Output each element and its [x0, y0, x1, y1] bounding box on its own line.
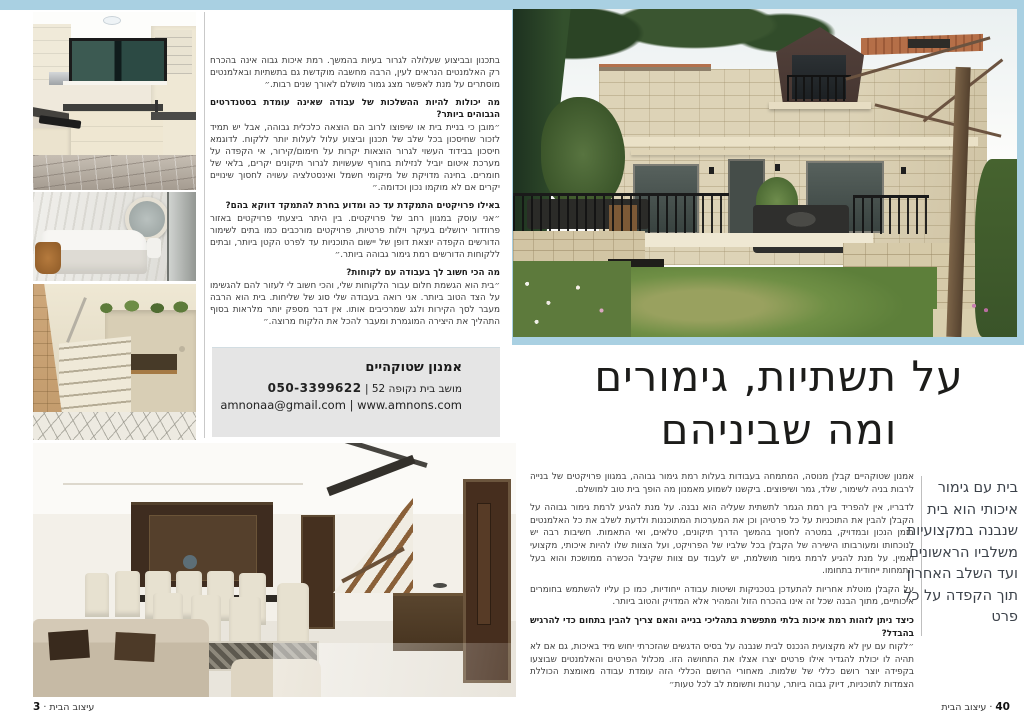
- living-room-photo: [33, 443, 516, 697]
- cushion: [48, 630, 90, 661]
- flower-bed: [513, 261, 631, 337]
- right-page-footer: [941, 701, 1010, 713]
- decor-plate: [183, 555, 197, 569]
- outdoor-steps: [59, 336, 131, 420]
- left-page-footer: [33, 701, 94, 713]
- contractor-name: אמנון שטוקהיים: [365, 360, 462, 375]
- kitchen-lower-cabinets: [69, 111, 163, 157]
- kitchen-sink-counter: [151, 112, 196, 120]
- kitchen-photo: [33, 12, 196, 190]
- kitchen-window: [69, 38, 167, 84]
- door-panel: [477, 503, 491, 625]
- cushion: [114, 632, 155, 662]
- stair-beam: [326, 455, 415, 496]
- glass-shower: [167, 192, 196, 281]
- phone-number: 050-3399622: [267, 381, 362, 395]
- stairs-photo: [33, 284, 196, 440]
- body-paragraph-3: על הקבלן מוטלת אחריות להתעדכן בטכניקות ושיטות עבודה ייחודיות, כמו כן עליו להשתמש בחומרים איכותיים, מתוך הבנה שכל זה אינו בהכרח הזול והמהיר אלא המדויק והטוב ביותר.: [530, 584, 914, 608]
- magazine-name: עיצוב הבית: [941, 702, 987, 713]
- window-ledge: [631, 150, 965, 155]
- magazine-name: עיצוב הבית: [49, 702, 95, 713]
- patio-floor: [643, 233, 873, 247]
- address-phone-line: [212, 375, 500, 395]
- house-exterior-photo: [513, 9, 1017, 337]
- answer-3: ״בית הוא הגשמת חלום עבור הלקוחות שלי, והכי חשוב לי לעזור להם להגשימו על הצד הטוב ביותר. אני רואה בעבודה שלי סוג של שליחות. בית הוא הרבה מעבר לסך הקירות ולגג שמרכיבים אותו. אין דבר מספק יותר מלראות בסוף התהליך את היצירה המוגמרת ומעבר להכל את הלקוח מרוצה.״: [210, 281, 500, 327]
- contact-box: [212, 347, 500, 437]
- interview-column: [210, 55, 500, 347]
- cornice: [63, 483, 303, 485]
- body-paragraph-1: אמנון שטוקהיים קבלן מנוסה, המתמחה בעבודות בעלות רמת גימור גבוהה, במגוון פרויקטים של בנייה לרבות בניה לשימור, שלד, גמר ושיפוצים. ביקשנו לשמוע מאמנון מה הופך בית טוב למושלם.: [530, 472, 914, 495]
- window-sill: [63, 81, 167, 85]
- column-divider-line: [204, 12, 205, 438]
- pink-flowers: [965, 297, 995, 319]
- terrace-railing-left: [513, 193, 729, 236]
- faucet: [155, 100, 158, 112]
- dining-chair: [115, 571, 140, 617]
- question-2: באילו פרויקטים התמקדת עד כה ומדוע בחרת להתמקד דווקא בהם?: [225, 201, 500, 211]
- body-answer: ״לקוח עם עין לא מקצועית הנכנס לבית שנבנה על בסיס הדגשים שהזכרתי יחוש מיד באיכות, גם אם לא תהיה לו יכולת להגדיר אילו פרטים יצרו אצלו את התחושה הזו. מכלול הפרטים והאלמנטים שבוצעו בקפידה יוצר רושם כללי של שלמות. מאחורי הרושם הכללי הזה עומדת עבודה מאומצת הכוללת הצמדות לתוכניות, דיוק גבוה ביותר, ערנות ותשומת לב לכל טעות״: [530, 642, 914, 690]
- address: מושב בית נקופה 52: [371, 383, 462, 395]
- tile-floor: [33, 155, 196, 190]
- stone-band: [608, 137, 978, 146]
- wall-fixture: [179, 346, 185, 352]
- wall-lamp: [901, 167, 906, 174]
- question-3: מה הכי חשוב לך בעבודה עם לקוחות?: [346, 268, 500, 278]
- terrace-railing-right: [853, 195, 929, 234]
- toilet: [147, 238, 161, 258]
- kitchen-countertop: [63, 104, 163, 111]
- pull-quote: בית עם גימור איכותי הוא בית שנבנה במקצועיות משלביו הראשונים ועד השלב האחרון תוך הקפדה על כל פרט: [903, 480, 1018, 625]
- ceiling-vent: [334, 443, 427, 468]
- footer-separator: ·: [43, 702, 47, 713]
- roof-window: [908, 39, 950, 48]
- dining-chair: [277, 583, 309, 649]
- wall-lamp: [775, 164, 780, 171]
- separator: |: [364, 383, 369, 395]
- answer-1: ״מובן כי בניית בית או שיפוצו לרוב הם הוצאה כלכלית גבוהה, אבל יש תמיד לזכור שחיסכון בכל שלב של תכנון וביצוע עלול לעלות יותר ללקוח. לדוגמא חיסכון בבידוד העשוי לגרור הוצאות יקרות על חימום/קירור, אי הקפדה על מערכת איטום יוביל לנזילות בחורף שעשויות לגרור תיקונים יקרים, בלאי של חומרים. בחינה מדויקת של מיקומי חשמל ואינסטלציה עשויה לחסוך שינויים יקרים אם לא מוקמו נכון וכדומה.״: [210, 123, 500, 193]
- body-question: כיצד ניתן לזהות רמת איכות בלתי מתפשרת בתהליכי בנייה והאם צריך להבין בתחום כדי להרגיש בהבדל?: [530, 615, 914, 639]
- wall-lamp: [709, 167, 714, 174]
- balcony-railing: [787, 75, 851, 101]
- bowl-decor: [433, 583, 447, 588]
- headline-line-1: על תשתיות, גימורים: [594, 352, 964, 401]
- answer-2: ״אני עוסק במגוון רחב של פרויקטים. בין היתר ביצעתי פרויקטים באזור פרוזדור ירושלים בעיקר וילות פרטיות, פרויקטים מורכבים כמו בתים לשימור הדורשים הקפדה יוצאת דופן של יישום התוכניות עד לפרט הקטן ביותר, ובתים ללקוחות הדורשים רמת גימור גבוהה ביותר.״: [210, 214, 500, 260]
- article-headline: [540, 350, 1018, 456]
- page-number: 3: [33, 701, 41, 713]
- intro-paragraph: בתכנון ובביצוע שעלולה לגרור בעיות בהמשך. רמת איכות גבוה אינה בהכרח רק האלמנטים הנראים לעין, הרבה מחשבה מוקדשת גם בתשתיות ובאלמנטים מוסתרים על מנת לאפשר מצג גמור מושלם לאורך שנים רבות.״: [210, 56, 500, 90]
- wicker-basket: [35, 242, 61, 274]
- headline-line-2: ומה שביניהם: [660, 405, 898, 454]
- article-body-column: [530, 471, 914, 698]
- page-number: 40: [995, 701, 1010, 713]
- question-1: מה יכולות להיות ההשלכות של עבודה שאינה עומדת בסטנדרטים הגבוהים ביותר?: [210, 98, 500, 120]
- bathroom-photo: [33, 192, 196, 281]
- email-website-line: amnonaa@gmail.com | www.amnons.com: [220, 398, 462, 412]
- dining-chair: [85, 573, 109, 617]
- body-paragraph-2: לדבריו, אין להפריד בין רמת הגמר לתשתית שעליה הוא נבנה. על מנת להגיע לרמת גימור גבוהה על הקבלן להבין את התוכניות על כל פרטיהן וכן את המערכות המתוכננות ולדעת לשלב את כל האלמנטים בזמן הנכון ובמדויק, במטרה לחסוך בהמשך הדרך תיקונים, טלאים, ואי התאמות. חשיבות רבה יש לנוכחותו ומעורבותו הישירה של הקבלן בכל שלביו של הפרויקט, ועל הצוות שלו להיות איכותי, מקצועי ואמין. על מנת להגיע לרמת גימור מושלמת, יש לעבוד עם צוות שקיבל הכשרה ממושכת והוא בעל התמחות ייחודית בתחומו.: [530, 503, 914, 577]
- left-roofline: [599, 64, 711, 71]
- balcony-slab: [769, 102, 871, 109]
- ceiling-light: [103, 16, 121, 25]
- planting-strip: [91, 296, 193, 318]
- handrail: [66, 297, 87, 343]
- mosaic-floor: [33, 412, 196, 440]
- floor-reflection: [273, 643, 516, 697]
- footer-separator: ·: [989, 702, 993, 713]
